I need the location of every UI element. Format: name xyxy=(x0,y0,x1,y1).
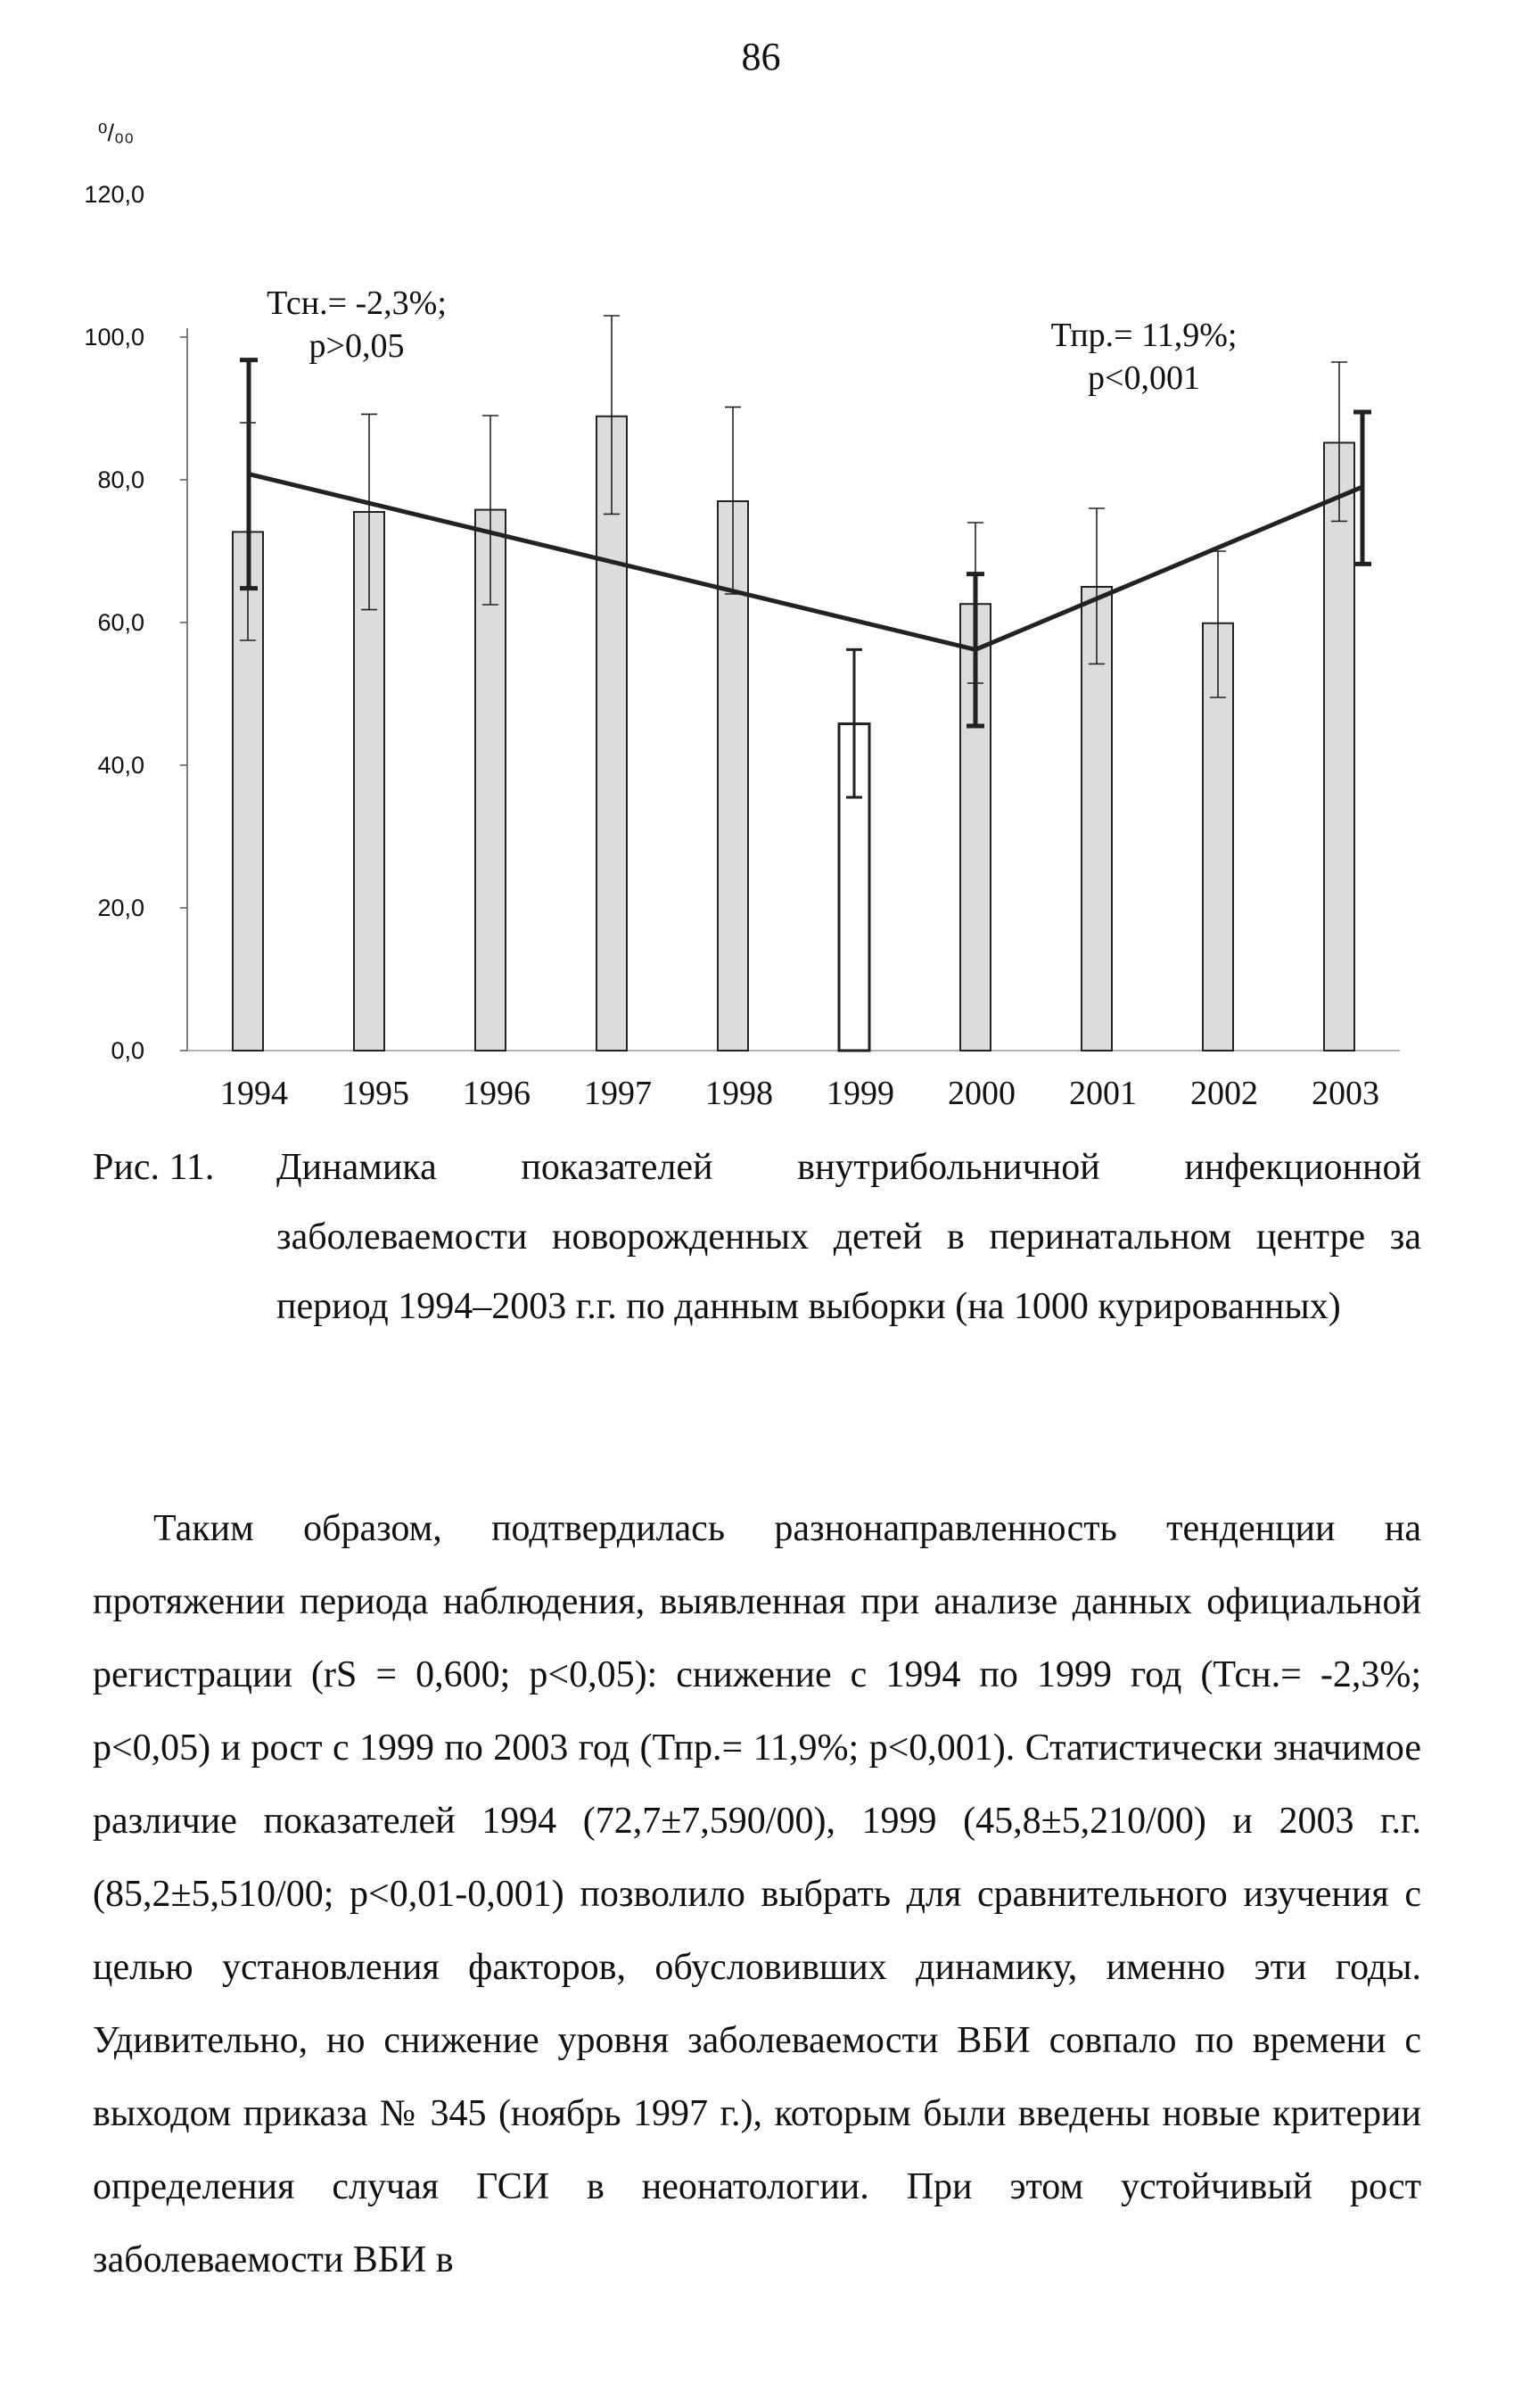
y-tick-label: 60,0 xyxy=(97,609,144,636)
bar-2003 xyxy=(1324,442,1354,1051)
x-tick-label: 1997 xyxy=(584,1075,652,1112)
x-tick-label: 2001 xyxy=(1069,1075,1137,1112)
y-tick-label: 20,0 xyxy=(97,895,144,921)
caption-label: Рис. 11. xyxy=(93,1147,215,1188)
chart-trend-line xyxy=(240,360,1371,726)
y-tick-label: 40,0 xyxy=(97,752,144,779)
x-tick-label: 2003 xyxy=(1312,1075,1379,1112)
body-paragraph: Таким образом, подтвердилась разнонаправленность тенденции на протяжении периода наблюдения, выявленная при анализе данных официальной регистрации (rS = 0,600; р<0,05): снижение с 1994 по 1999 год (Тсн.= -2,3%; р<0,05) и рост с 1999 по 2003 год (Тпр.= 11,9%; р<0,001). Статистически значимое различие показателей 1994 (72,7±7,590/00), 1999 (45,8±5,210/00) и 2003 г.г. (85,2±5,510/00; р<0,01-0,001) позволило выбрать для сравнительного изучения с целью установления факторов, обусловивших динамику, именно эти годы. Удивительно, но снижение уровня заболеваемости ВБИ совпало по времени с выходом приказа № 345 (ноябрь 1997 г.), которым были введены новые критерии определения случая ГСИ в неонатологии. При этом устойчивый рост заболеваемости ВБИ в xyxy=(93,1508,1421,2280)
trend-annotation-line2: р<0,001 xyxy=(1088,359,1200,397)
y-tick-label: 80,0 xyxy=(97,466,144,493)
y-tick-label: 0,0 xyxy=(111,1037,144,1064)
x-tick-label: 2000 xyxy=(948,1075,1016,1112)
x-tick-label: 1999 xyxy=(827,1075,894,1112)
x-tick-label: 1995 xyxy=(341,1075,409,1112)
y-tick-label: 100,0 xyxy=(84,324,144,350)
trend-annotation-line2: р>0,05 xyxy=(309,327,405,365)
x-tick-label: 2002 xyxy=(1190,1075,1258,1112)
page-number: 86 xyxy=(741,35,781,78)
x-tick-label: 1996 xyxy=(463,1075,531,1112)
caption-text: Динамика показателей внутрибольничной инфекционной заболеваемости новорожденных детей в перинатальном центре за период 1994–2003 г.г. по данным выборки (на 1000 курированных) xyxy=(276,1147,1421,1327)
x-tick-label: 1998 xyxy=(705,1075,773,1112)
bar-chart xyxy=(0,0,1522,1115)
y-unit-label: ⁰/₀₀ xyxy=(97,120,135,146)
trend-annotation-line1: Тпр.= 11,9%; xyxy=(1050,317,1238,354)
y-tick-label: 120,0 xyxy=(84,181,144,208)
trend-line xyxy=(249,474,1362,650)
figure-caption xyxy=(93,1133,1421,1341)
trend-annotation-line1: Тсн.= -2,3%; xyxy=(267,285,447,322)
x-tick-label: 1994 xyxy=(220,1075,288,1112)
